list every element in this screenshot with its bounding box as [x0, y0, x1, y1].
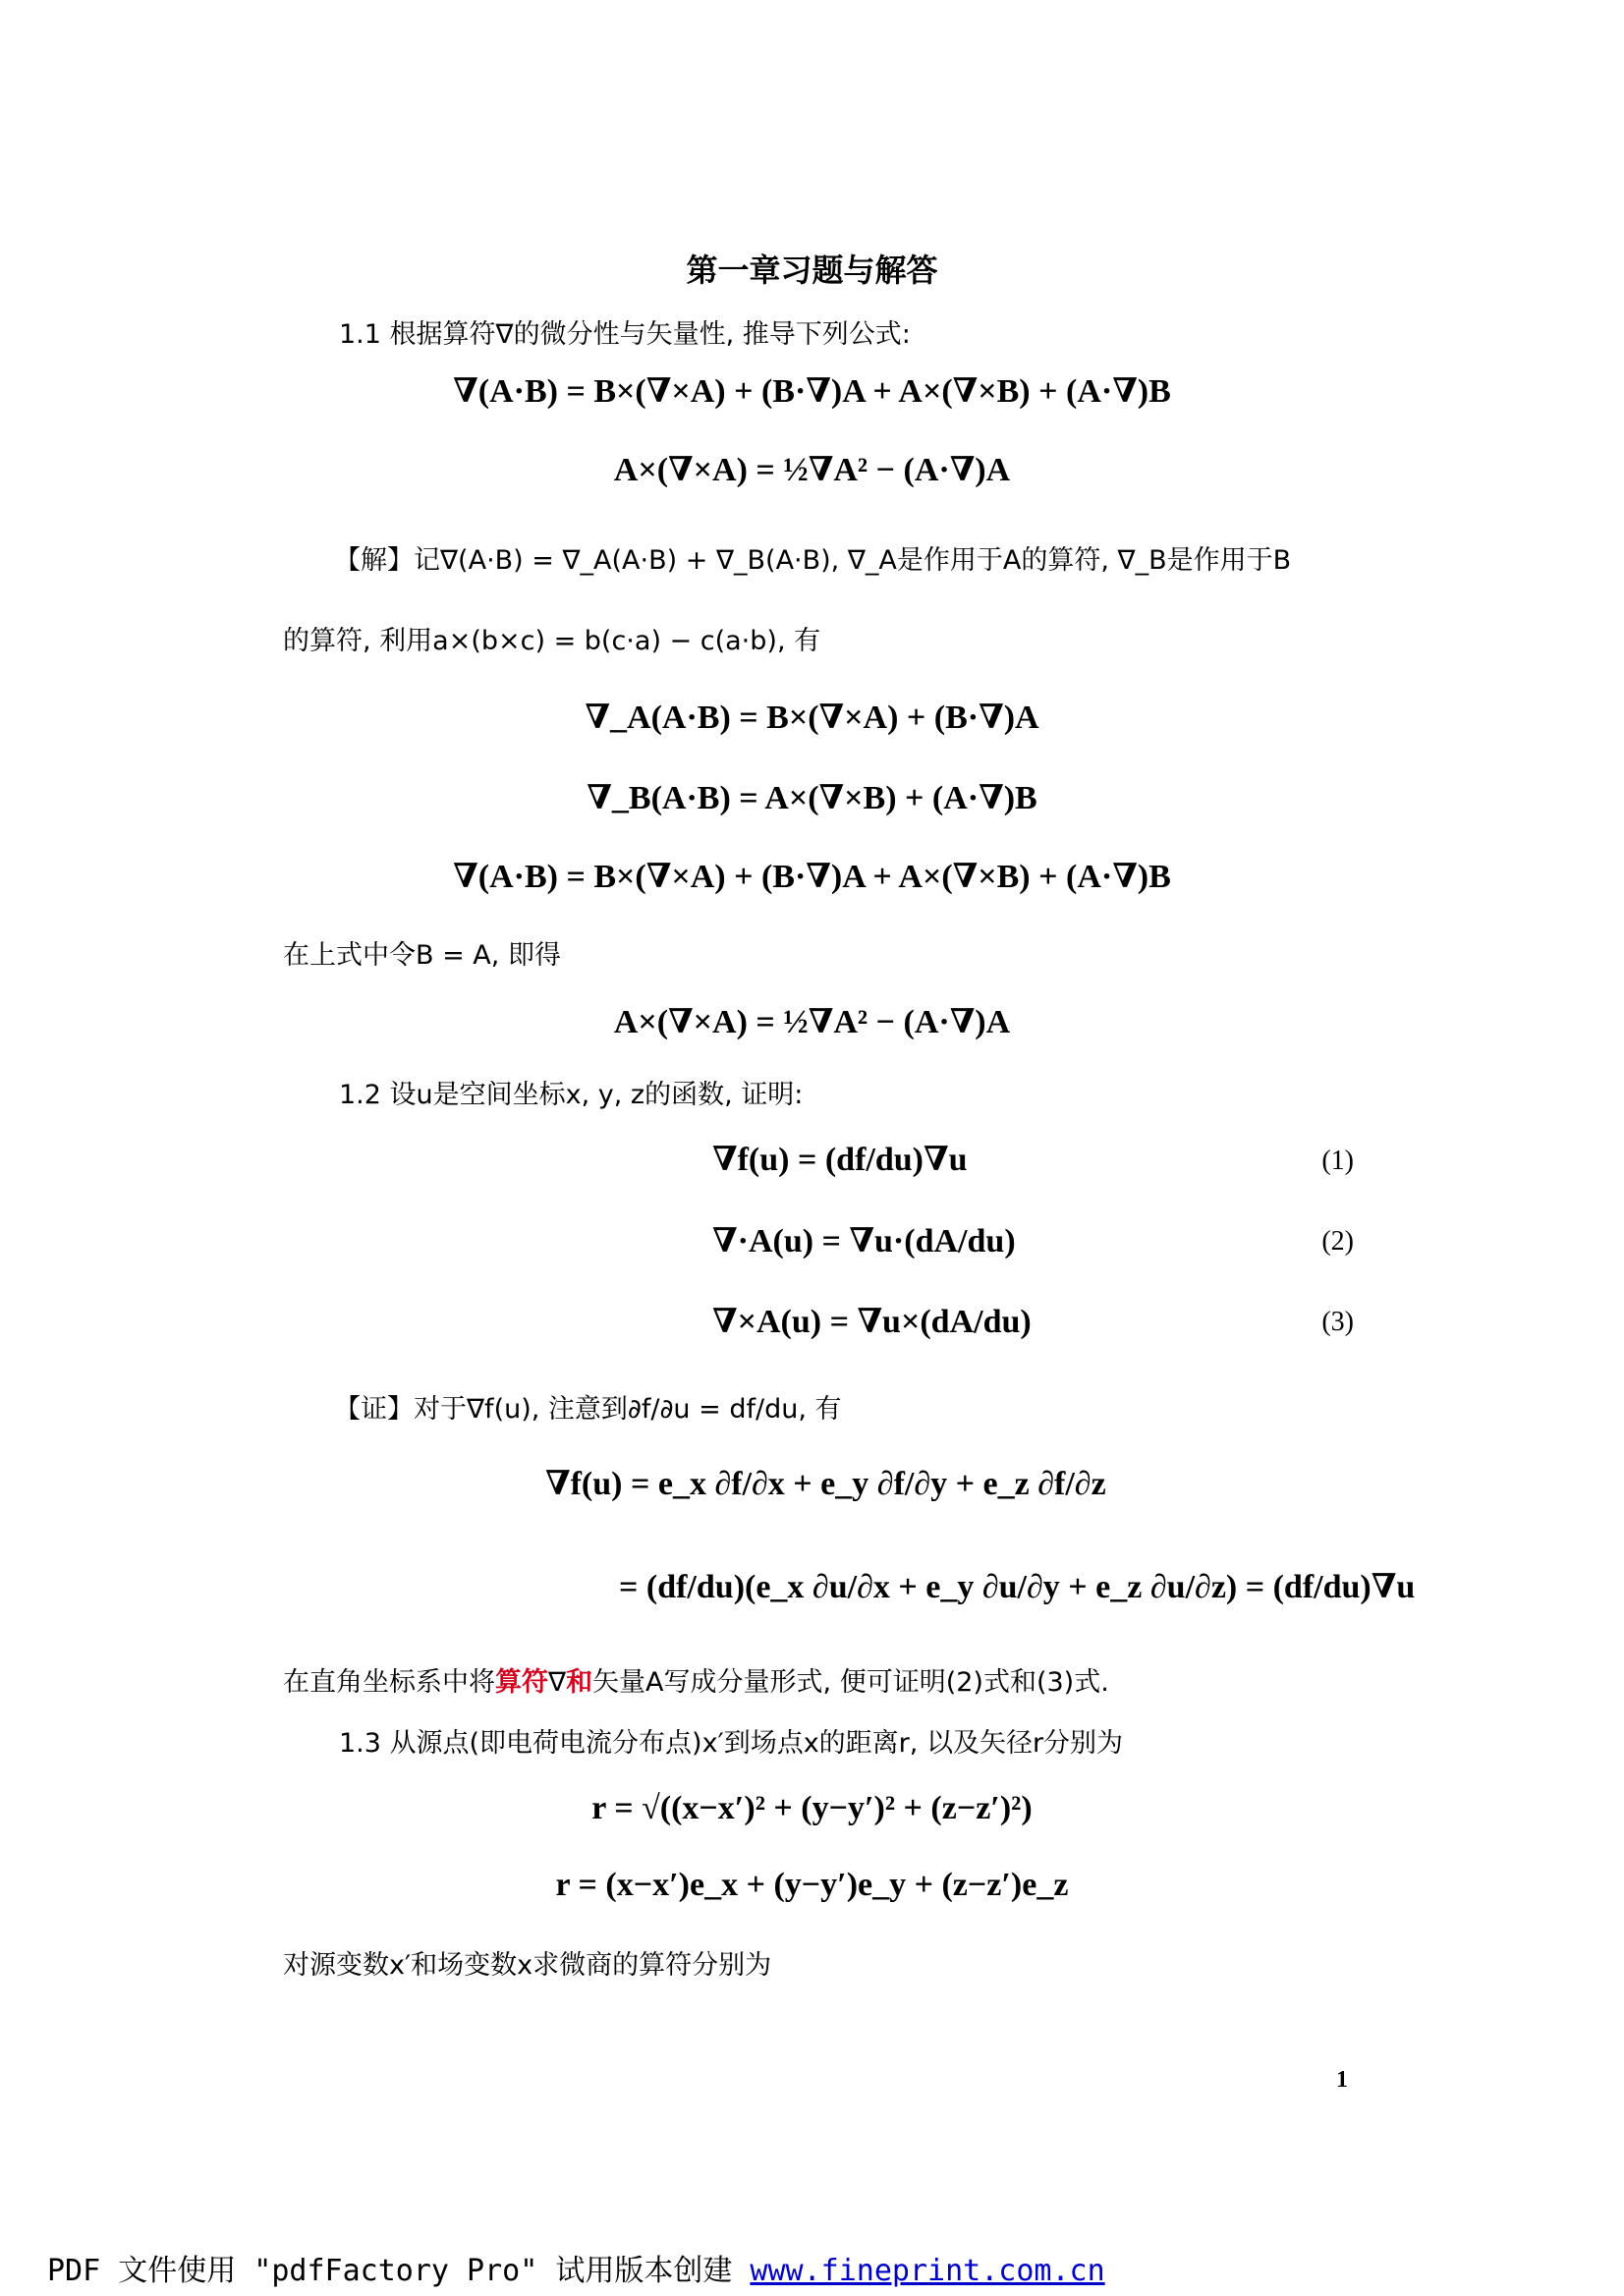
equation-1: ∇(A·B) = B×(∇×A) + (B·∇)A + A×(∇×B) + (A·∇)B: [453, 373, 1171, 410]
let-b-equal-a-line: 在上式中令B = A, 即得: [283, 940, 561, 971]
last-line: 对源变数x′和场变数x求微商的算符分别为: [283, 1950, 772, 1981]
equation-tag-2: (2): [1321, 1226, 1354, 1257]
problem-1-2-intro: 1.2 设u是空间坐标x, y, z的函数, 证明:: [339, 1080, 804, 1110]
page-title: 第一章习题与解答: [686, 252, 938, 289]
equation-6: A×(∇×A) = ½∇A² − (A·∇)A: [613, 1004, 1011, 1040]
conclusion-text-pre: 在直角坐标系中将: [283, 1667, 495, 1698]
conclusion-text-post: 矢量A写成分量形式, 便可证明(2)式和(3)式.: [592, 1667, 1109, 1698]
equation-tag-1: (1): [1321, 1146, 1354, 1176]
equation-2: A×(∇×A) = ½∇A² − (A·∇)A: [613, 452, 1011, 488]
equation-8: ∇·A(u) = ∇u·(dA/du): [712, 1223, 1016, 1260]
highlight-operator: 算符: [495, 1667, 548, 1698]
solution-line-2: 的算符, 利用a×(b×c) = b(c·a) − c(a·b), 有: [283, 626, 821, 656]
equation-tag-3: (3): [1321, 1307, 1354, 1337]
footer-link[interactable]: www.fineprint.com.cn: [750, 2254, 1105, 2288]
page-number: 1: [1336, 2067, 1348, 2093]
problem-1-1-intro: 1.1 根据算符∇的微分性与矢量性, 推导下列公式:: [339, 319, 911, 350]
highlight-and: 和: [566, 1667, 593, 1698]
equation-11: = (df/du)(e_x ∂u/∂x + e_y ∂u/∂y + e_z ∂u/∂z) = (df/du)∇u: [619, 1569, 1416, 1605]
equation-5: ∇(A·B) = B×(∇×A) + (B·∇)A + A×(∇×B) + (A·∇)B: [453, 859, 1171, 895]
equation-4: ∇_B(A·B) = A×(∇×B) + (A·∇)B: [587, 780, 1037, 816]
footer-text: PDF 文件使用 "pdfFactory Pro" 试用版本创建: [47, 2254, 751, 2288]
problem-1-3-intro: 1.3 从源点(即电荷电流分布点)x′到场点x的距离r, 以及矢径r分别为: [339, 1728, 1124, 1759]
equation-12: r = √((x−x′)² + (y−y′)² + (z−z′)²): [591, 1790, 1033, 1826]
equation-9: ∇×A(u) = ∇u×(dA/du): [712, 1304, 1032, 1340]
conclusion-line: [283, 1660, 1109, 1699]
proof-line: 【证】对于∇f(u), 注意到∂f/∂u = df/du, 有: [334, 1394, 842, 1425]
equation-7: ∇f(u) = (df/du)∇u: [712, 1142, 968, 1178]
equation-13: r = (x−x′)e_x + (y−y′)e_y + (z−z′)e_z: [555, 1867, 1069, 1903]
equation-3: ∇_A(A·B) = B×(∇×A) + (B·∇)A: [585, 700, 1039, 736]
solution-line-1: 【解】记∇(A·B) = ∇_A(A·B) + ∇_B(A·B), ∇_A是作用于A的算符, ∇_B是作用于B: [334, 545, 1292, 576]
pdf-footer: [47, 2246, 1105, 2289]
equation-10: ∇f(u) = e_x ∂f/∂x + e_y ∂f/∂y + e_z ∂f/∂z: [545, 1466, 1106, 1502]
nabla-symbol: ∇: [548, 1667, 567, 1698]
